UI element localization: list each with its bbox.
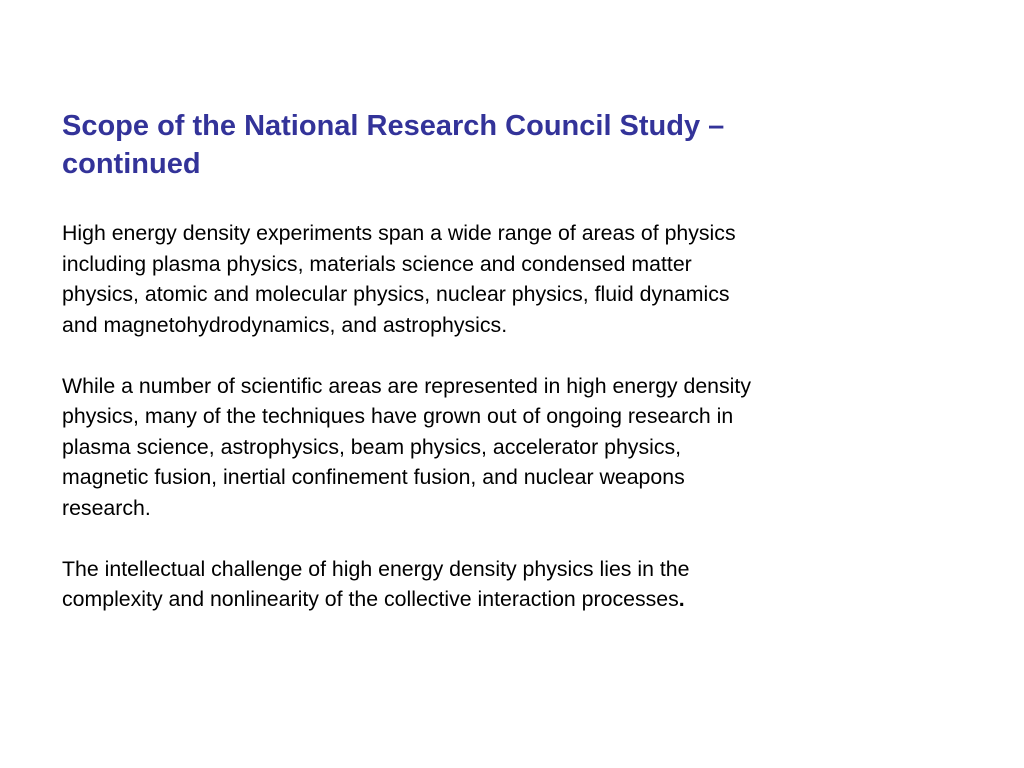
paragraph-3 <box>62 554 962 615</box>
slide-title-line-2: continued <box>62 148 201 180</box>
text-line: While a number of scientific areas are represented in high energy density <box>62 373 751 398</box>
text-line: physics, many of the techniques have grown out of ongoing research in <box>62 404 734 428</box>
text-line: research. <box>62 495 151 520</box>
text-line: complexity and nonlinearity of the collective interaction processes <box>62 587 679 611</box>
text-line: magnetic fusion, inertial confinement fusion, and nuclear weapons <box>62 465 685 489</box>
final-period: . <box>678 587 685 611</box>
paragraph-1 <box>62 218 962 340</box>
slide-title <box>62 107 942 183</box>
paragraph-2 <box>62 371 962 524</box>
text-line: The intellectual challenge of high energy density physics lies in the <box>62 556 690 581</box>
slide-body <box>62 218 962 645</box>
text-line: including plasma physics, materials science and condensed matter <box>62 251 692 276</box>
text-line: plasma science, astrophysics, beam physics, accelerator physics, <box>62 434 682 459</box>
text-line: physics, atomic and molecular physics, nuclear physics, fluid dynamics <box>62 282 730 306</box>
text-line: and magnetohydrodynamics, and astrophysics. <box>62 312 508 337</box>
text-line: High energy density experiments span a wide range of areas of physics <box>62 221 736 245</box>
slide-title-line-1: Scope of the National Research Council Study – <box>62 110 725 142</box>
